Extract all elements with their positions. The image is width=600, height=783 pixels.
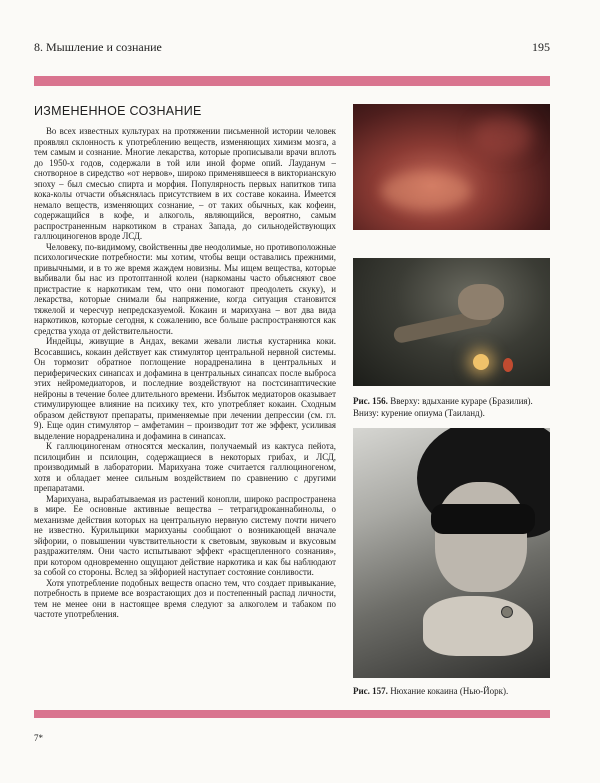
figure-156-caption — [353, 396, 550, 419]
photo-figure-face — [435, 482, 527, 592]
figure-caption-text: Нюхание кокаина (Нью-Йорк). — [390, 686, 509, 696]
paragraph: К галлюциногенам относятся мескалин, получаемый из кактуса пейота, псилоцибин и псилоцин, содержащиеся в некоторых грибах, и ЛСД, производимый в лаборатории. Марихуана тоже считается галлюциногеном, хотя и обладает менее сильным воздействием по сравнению с другими препаратами. — [34, 441, 336, 493]
figure-caption-text: Вверху: вдыхание кураре (Бразилия). Внизу: курение опиума (Таиланд). — [353, 396, 533, 418]
bottom-color-rule — [34, 710, 550, 718]
photo-highlight — [381, 172, 471, 210]
photo-opium-smoking — [353, 258, 550, 386]
paragraph: Марихуана, вырабатываемая из растений конопли, широко распространена в мире. Ее основные активные вещества – тетрагидроканнабинолы, о механизме действия которых на центральную нервную систему почти ничего не известно. Курильщики марихуаны сообщают о возникающей вначале эйфории, о повышении чувствительности к световым, звуковым и вкусовым раздражителям. Они часто испытывают эффект «расщепленного сознания», при котором одновременно ощущают действие наркотика и как бы наблюдают за собой со стороны. Вслед за эйфорией наступает состояние сонливости. — [34, 493, 336, 577]
figure-number: Рис. 157. — [353, 686, 388, 696]
chapter-title: 8. Мышление и сознание — [34, 40, 162, 54]
photo-flame — [503, 358, 513, 372]
figure-157-caption — [353, 686, 550, 698]
paragraph: Человеку, по-видимому, свойственны две неодолимые, но противоположные психологические потребности: мы хотим, чтобы вещи оставались прежними, привычными, и в то же время жаждем новизны. Мы ищем вещества, которые выбивали бы нас из протоптанной колеи (наркоманы часто объясняют свое пристрастие к наркотикам тем, что они помогают преодолеть скуку), и лекарства, которые снимали бы напряжение, когда ситуация становится тяжелой и чересчур непредсказуемой. Кокаин и марихуана – вот два вида наркотиков, которые сегодня, к сожалению, все больше распространяются как средства ухода от действительности. — [34, 241, 336, 336]
page-number: 195 — [532, 40, 550, 54]
section-title: ИЗМЕНЕННОЕ СОЗНАНИЕ — [34, 104, 202, 118]
printer-signature: 7* — [34, 733, 43, 743]
photo-cocaine-snorting — [353, 428, 550, 678]
top-color-rule — [34, 76, 550, 86]
photo-figure-hand — [423, 596, 533, 656]
photo-figure-face — [458, 284, 504, 320]
photo-ring — [501, 606, 513, 618]
paragraph: Индейцы, живущие в Андах, веками жевали листья кустарника коки. Всосавшись, кокаин действует как стимулятор центральной нервной системы. Он тормозит обратное поглощение норадреналина в центральных и периферических синапсах и дофамина в центральных синапсах после выброса этих нейромедиаторов, и последние воздействуют на постсинаптические нейроны в течение более длительного времени. Избыток медиаторов оказывает стимулирующее влияние на психику тех, кто употребляет кокаин. Сходным образом действуют препараты, применяемые при лечении депрессии (см. гл. 9). Еще один стимулятор – амфетамин – производит тот же эффект, усиливая выделение норадреналина и дофамина в синапсах. — [34, 336, 336, 441]
paragraph: Хотя употребление подобных веществ опасно тем, что создает привыкание, потребность в приеме все возрастающих доз и постепенный распад личности, тем не менее они в настоящее время следуют за алкоголем и табаком по частоте употребления. — [34, 577, 336, 619]
body-text-column — [34, 126, 336, 620]
paragraph: Во всех известных культурах на протяжении письменной истории человек проявлял склонность к употреблению веществ, изменяющих химизм мозга, а тем самым и сознание. Многие лекарства, которые прописывали врачи вплоть до 1950-х годов, содержали в той или иной форме опий. Лауданум – снотворное в сиредство «от нервов», широко применявшееся в викторианскую эпоху – был смесью спирта и морфия. Популярность первых напитков типа кока-колы отчасти объяснялась присутствием в их составе кокаина. Имеется немало веществ, изменяющих сознание, – от таких обычных, как кофеин, содержащийся в кофе, и алкоголь, являющийся, вероятно, самым распространенным наркотиком в странах Запада, до сильнодействующих галлюциногенов вроде ЛСД. — [34, 126, 336, 241]
photo-sunglasses — [431, 504, 535, 534]
photo-curare-inhalation — [353, 104, 550, 230]
running-head — [34, 40, 550, 54]
photo-lamp — [473, 354, 489, 370]
photo-highlight — [473, 116, 533, 156]
figure-number: Рис. 156. — [353, 396, 388, 406]
